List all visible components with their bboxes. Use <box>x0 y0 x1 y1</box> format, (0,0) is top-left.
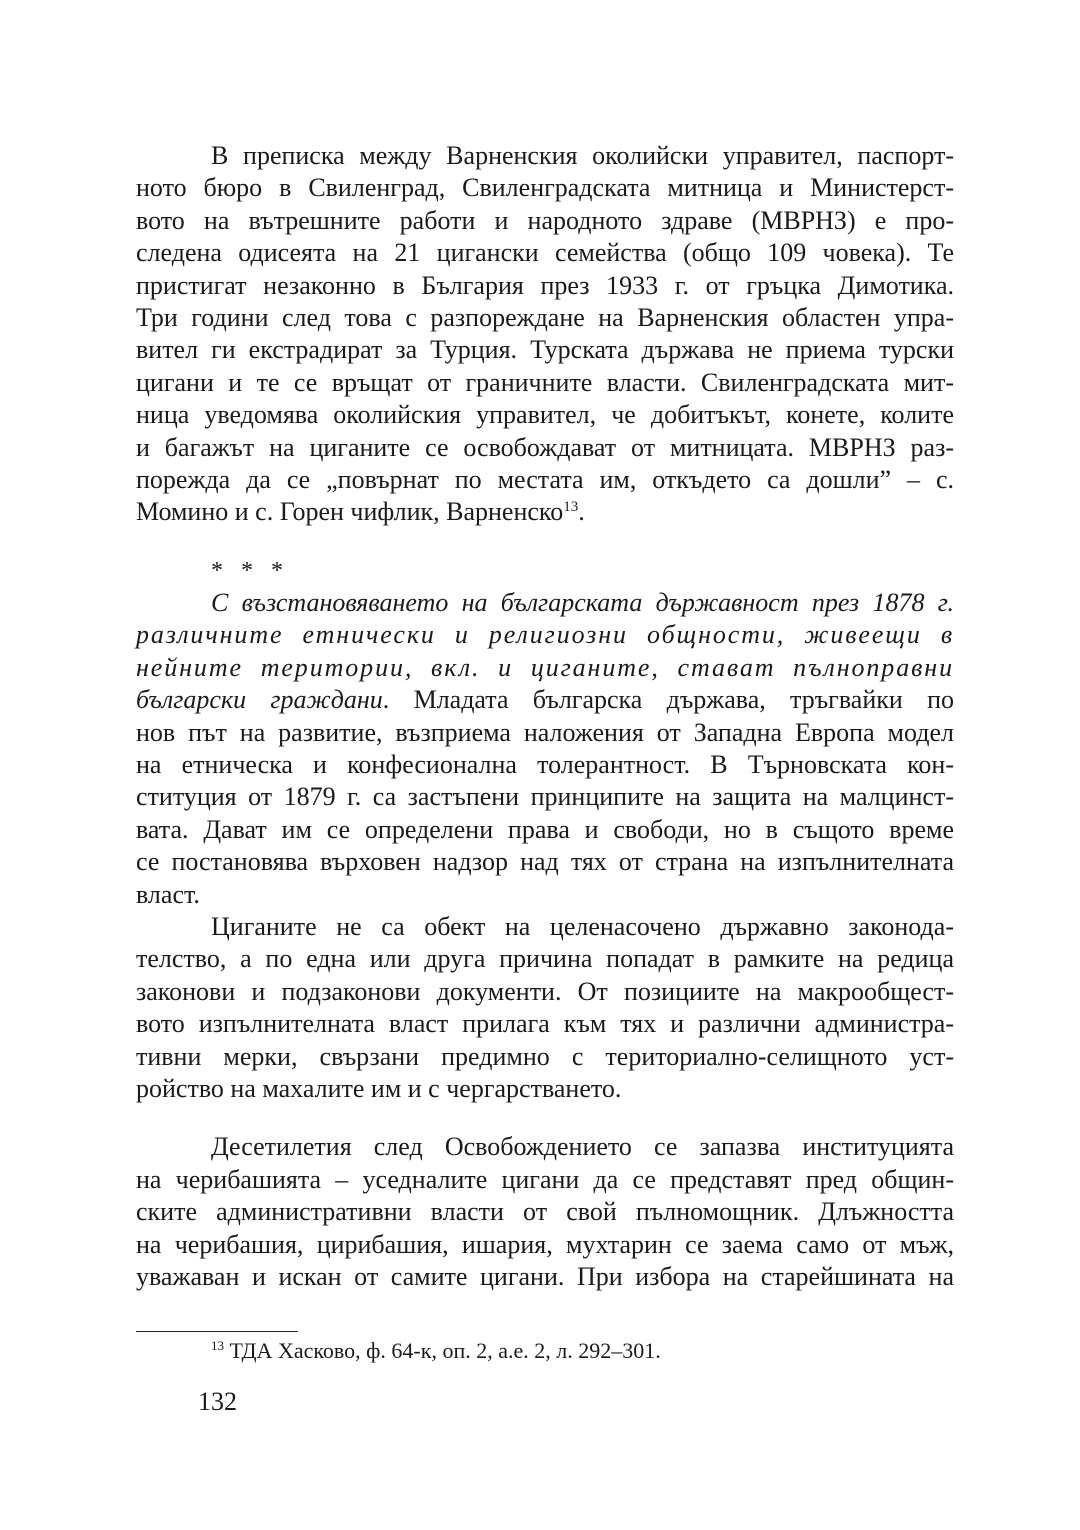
footnote-text: ТДА Хасково, ф. 64-к, оп. 2, а.е. 2, л. 292–301. <box>224 1338 661 1363</box>
main-text <box>136 140 954 1293</box>
text-line: вото изпълнителната власт прилага към тях и различни администра- <box>136 1009 954 1039</box>
text-line: телство, а по една или друга причина попадат в рамките на редица <box>136 944 954 974</box>
footnote <box>211 1337 661 1365</box>
text-line: на черибашия, цирибашия, ишария, мухтарин се заема само от мъж, <box>136 1229 954 1259</box>
text-line: ските административни власти от свой пълномощник. Длъжността <box>136 1197 954 1227</box>
text-line: порежда да се „повърнат по местата им, откъдето са дошли” – с. <box>136 464 954 494</box>
text-line: законови и подзаконови документи. От позициите на макрообщест- <box>136 976 954 1006</box>
paragraph-3 <box>136 911 954 1105</box>
text-line-last: ройство на махалите им и с чергарстването. <box>136 1073 622 1103</box>
spacer <box>136 1105 954 1131</box>
paragraph-2 <box>136 587 954 911</box>
text-line: ница уведомява околийския управител, че добитъкът, конете, колите <box>136 400 954 430</box>
text-line: пристигат незаконно в България през 1933 г. от гръцка Димотика. <box>136 270 954 300</box>
text-line: Три години след това с разпореждане на Варненския областен упра- <box>136 302 954 332</box>
footnote-divider <box>136 1331 298 1332</box>
text-line: Десетилетия след Освобождението се запазва институцията <box>211 1132 954 1162</box>
text-fragment: . Младата българска държава, тръгвайки по <box>382 685 954 715</box>
text-line: различните етнически и религиозни общности, живеещи в <box>136 620 954 650</box>
footnote-reference: 13 <box>563 499 579 516</box>
text-line: на черибашията – уседналите цигани да се представят пред общин- <box>136 1164 954 1194</box>
text-line: нейните територии, вкл. и циганите, стават пълноправни <box>136 652 954 682</box>
spacer <box>136 529 954 555</box>
text-line: вата. Дават им се определени права и свободи, но в същото време <box>136 814 954 844</box>
page-number: 132 <box>198 1387 237 1416</box>
text-line: тивни мерки, свързани предимно с териториално-селищното уст- <box>136 1041 954 1071</box>
text-line: нов път на развитие, възприема наложения от Западна Европа модел <box>136 717 954 747</box>
text-line: В преписка между Варненския околийски управител, паспорт- <box>211 141 954 170</box>
text-line: се постановява върховен надзор над тях от страна на изпълнителната <box>136 847 954 877</box>
italic-fragment: български граждани <box>136 685 383 715</box>
text-line: Циганите не са обект на целенасочено държавно законода- <box>211 911 954 941</box>
text-line: и багажът на циганите се освобождават от митницата. МВРНЗ раз- <box>136 432 954 462</box>
text-line: ституция от 1879 г. са застъпени принципите на защита на малцинст- <box>136 782 954 812</box>
text-line: вител ги екстрадират за Турция. Турската държава не приема турски <box>136 335 954 365</box>
text-line: следена одисеята на 21 цигански семейства (общо 109 човека). Те <box>136 238 954 268</box>
text-line: на етническа и конфесионална толерантност. В Търновската кон- <box>136 750 954 780</box>
text-line: С възстановяването на българската държавност през 1878 г. <box>211 588 954 618</box>
text-line: цигани и те се връщат от граничните власти. Свиленградската мит- <box>136 367 954 397</box>
text-line: уважаван и искан от самите цигани. При избора на старейшината на <box>136 1261 954 1291</box>
paragraph-1 <box>136 140 954 529</box>
text-line: ното бюро в Свиленград, Свиленградската митница и Министерст- <box>136 173 954 203</box>
footnote-number: 13 <box>211 1338 224 1353</box>
paragraph-4 <box>136 1131 954 1293</box>
text-line <box>136 684 954 716</box>
text-fragment: . <box>578 497 585 527</box>
text-line: вото на вътрешните работи и народното здраве (МВРНЗ) е про- <box>136 205 954 235</box>
text-fragment: Момино и с. Горен чифлик, Варненско <box>136 497 564 527</box>
text-line-last <box>136 496 954 528</box>
section-separator: * * * <box>211 557 289 584</box>
text-line-last: власт. <box>136 879 200 909</box>
